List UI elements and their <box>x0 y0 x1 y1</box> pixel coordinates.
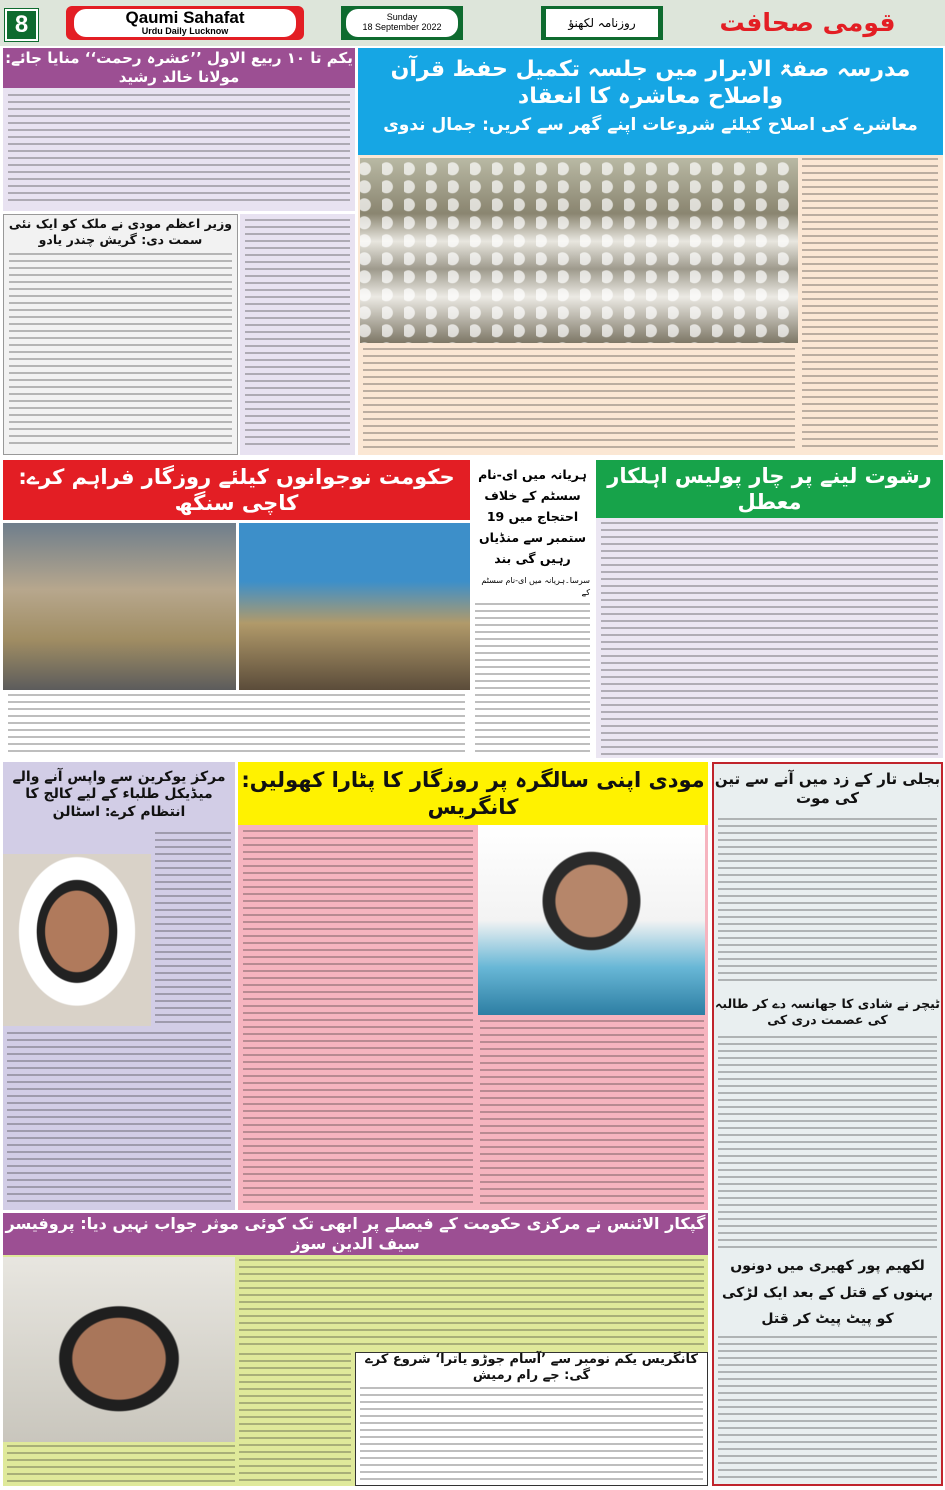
article-body-text <box>8 94 350 206</box>
photo-supriya-shrinate <box>478 825 705 1015</box>
photo-stalin <box>3 854 151 1026</box>
story-jairam <box>355 1352 708 1486</box>
story-kachi-singh <box>3 460 470 758</box>
article-body-text <box>480 1020 704 1206</box>
story-headline: ہریانہ میں ای-نام سسٹم کے خلاف احتجاج میں 19 ستمبر سے منڈیاں رہیں گی بند <box>478 467 587 566</box>
story-madarsa <box>358 48 943 455</box>
article-body-text <box>239 1259 704 1349</box>
roznama-label: روزنامہ لکھنؤ <box>546 9 658 37</box>
story-headline-box <box>358 48 943 155</box>
story-stalin <box>3 762 235 1210</box>
page-number: 8 <box>5 9 38 41</box>
roznama-box <box>541 6 663 40</box>
article-body-text <box>239 1353 351 1482</box>
story-headline: لکھیم پور کھیری میں دونوں بہنوں کے قتل کے بعد ایک لڑکی کو پیٹ پیٹ کر قتل <box>721 1258 934 1328</box>
article-body-text <box>360 1387 703 1481</box>
article-body-text <box>7 1032 231 1206</box>
story-subhead: معاشرے کی اصلاح کیلئے شروعات اپنے گھر سے کریں: جمال ندوی <box>383 115 918 136</box>
masthead-subtitle: Urdu Daily Lucknow <box>141 26 229 36</box>
story-headline: مودی اپنی سالگرہ پر روزگار کا پٹارا کھولیں: کانگریس <box>238 762 708 825</box>
photo-police-street <box>3 523 236 690</box>
story-haryana <box>472 460 593 758</box>
story-lede: سرسا۔ہریانہ میں ای-نام سسٹم کے <box>481 576 590 597</box>
story-headline: مدرسہ صفۃ الابرار میں جلسہ تکمیل حفظ قرآن واصلاح معاشرہ کا انعقاد <box>390 56 911 109</box>
story-gupkar <box>3 1213 708 1486</box>
masthead-name-box <box>66 6 304 40</box>
story-ashra-continued <box>240 214 355 455</box>
photo-saifuddin-soz <box>3 1257 235 1442</box>
story-headline: رشوت لینے پر چار پولیس اہلکار معطل <box>596 460 943 518</box>
article-body-text <box>718 818 937 986</box>
article-body-text <box>802 158 938 450</box>
story-headline: ٹیچر نے شادی کا جھانسہ دے کر طالبہ کی عصمت دری کی <box>715 996 940 1027</box>
article-body-text <box>155 832 231 1028</box>
logo: قومی صحافت <box>719 8 896 37</box>
article-body-text <box>9 253 232 449</box>
masthead <box>0 0 945 46</box>
right-column-stories <box>712 762 943 1486</box>
article-body-text <box>8 694 465 755</box>
article-body-text <box>243 830 473 1206</box>
masthead-name: Qaumi Sahafat <box>125 8 245 27</box>
story-headline: وزیر اعظم مودی نے ملک کو ایک نئی سمت دی: گریش چندر یادو <box>8 216 233 247</box>
article-body-text <box>475 603 590 755</box>
article-body-text <box>718 1036 937 1251</box>
story-headline: یکم تا ۱۰ ربیع الاول ’’عشرہ رحمت‘‘ منایا جائے: مولانا خالد رشید <box>3 48 355 88</box>
story-congress-modi <box>238 762 708 1210</box>
story-headline: مرکز یوکرین سے واپس آنے والے میڈیکل طلباء کے لیے کالج کا انتظام کرے: اسٹالن <box>12 768 226 820</box>
article-body-text <box>363 348 795 450</box>
story-ashra <box>3 48 355 211</box>
story-headline: بجلی تار کے زد میں آنے سے تین کی موت <box>714 770 941 807</box>
article-body-text <box>718 1336 937 1480</box>
day: Sunday <box>386 12 418 22</box>
date: 18 September 2022 <box>362 22 442 32</box>
story-bribe <box>596 460 943 758</box>
article-body-text <box>7 1445 235 1482</box>
story-headline: گپکار الائنس نے مرکزی حکومت کے فیصلے پر ابھی تک کوئی موثر جواب نہیں دیا: پروفیسر سیف الدین سوز <box>3 1213 708 1255</box>
story-modi-direction <box>3 214 238 455</box>
photo-police-meeting <box>239 523 470 690</box>
story-headline: حکومت نوجوانوں کیلئے روزگار فراہم کرے: کاچی سنگھ <box>3 460 470 520</box>
article-body-text <box>245 219 350 450</box>
article-body-text <box>601 522 938 755</box>
story-headline: کانگریس یکم نومبر سے ’آسام جوڑو یاترا‘ شروع کرے گی: جے رام رمیش <box>365 1351 698 1383</box>
date-box <box>341 6 463 40</box>
photo-gathering <box>360 158 798 343</box>
